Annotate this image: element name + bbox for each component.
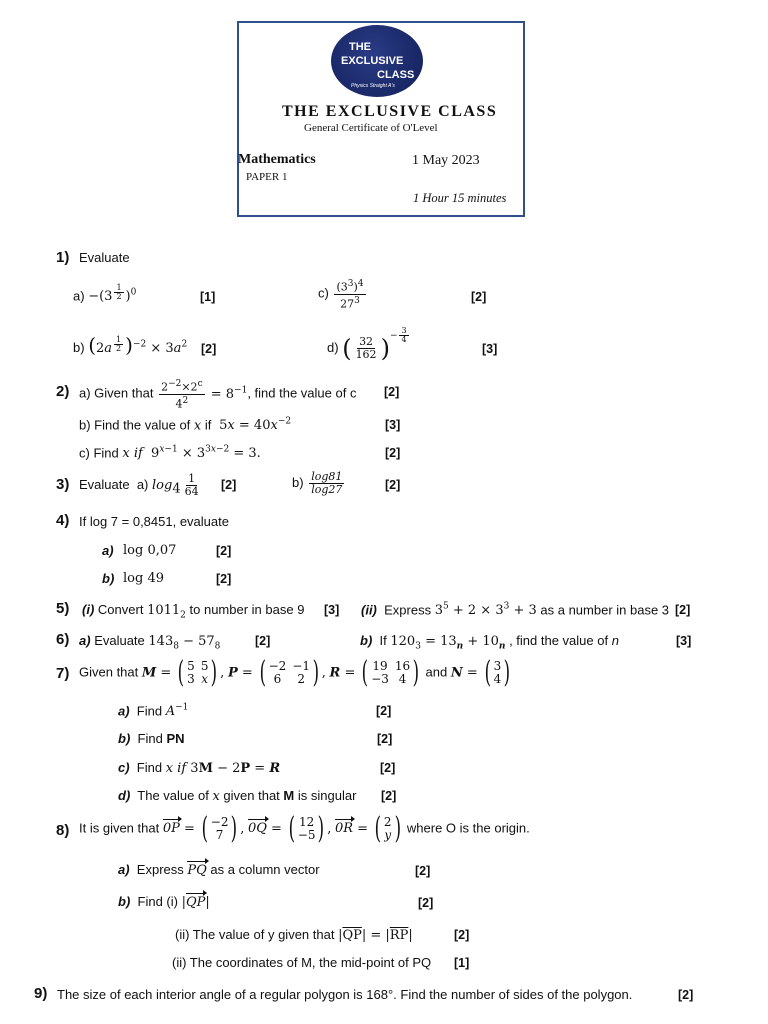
q8b-label: b)	[118, 894, 131, 909]
q6b-text1: If	[379, 633, 387, 648]
q1c-label: c)	[318, 285, 329, 301]
exam-header-box	[237, 21, 525, 217]
q9-number: 9)	[34, 985, 48, 1002]
q6a-text: Evaluate	[94, 633, 145, 648]
q4a-expr: log 0,07	[123, 543, 177, 558]
q7c-text: Find	[136, 760, 163, 775]
q7a-label: a)	[118, 703, 130, 719]
q6a: a) Evaluate $143_8 - 57_8$	[79, 633, 221, 652]
q7b-text: Find	[137, 731, 163, 746]
q8a-text2: as a column vector	[210, 862, 320, 877]
q8-stem: It is given that 0P = ( −2 7 ) , 0Q = ( 12 −5 ) , 0R = ( 2 y ) where O is the origin.	[79, 811, 530, 846]
q1-stem: Evaluate	[79, 250, 130, 265]
q1a-label: a)	[73, 288, 85, 304]
q2c-mark: [2]	[385, 446, 401, 460]
q1d-expr: ( $\frac{32}{162}$ )$^{- \frac{3}{4}}$	[342, 326, 407, 363]
q2-number: 2)	[56, 383, 70, 400]
q7b	[118, 731, 185, 746]
q6a-label: a)	[79, 633, 91, 648]
q3a: Evaluate a) $\log_4$ $\frac{1}{64}$	[79, 472, 199, 498]
q5i: (i) Convert $1011_2$ to number in base 9	[82, 602, 305, 621]
q8b: b) Find (i) |QP|	[118, 894, 210, 910]
exam-paper: PAPER 1	[246, 171, 288, 183]
q1-number: 1)	[56, 249, 70, 266]
q7a: a) Find $A^{-1}$	[118, 703, 189, 720]
q1c-mark: [2]	[471, 290, 487, 304]
q6a-mark: [2]	[255, 634, 271, 648]
exam-date: 1 May 2023	[412, 153, 480, 168]
logo-tagline: Physics Straight A's	[351, 83, 395, 89]
q5i-label: (i)	[82, 602, 95, 617]
q8a-label: a)	[118, 862, 130, 877]
q3-stem: Evaluate	[79, 476, 130, 492]
exclusive-class-logo	[331, 25, 423, 97]
q8bii-text: (ii) The value of y given that	[175, 927, 335, 942]
q5i-mark: [3]	[324, 603, 340, 617]
q7d: d) The value of x given that M is singular	[118, 788, 357, 804]
q5ii: (ii) Express $3^5 + 2 \times 3^3 + 3$ as a number in base 3	[361, 602, 670, 619]
q8bii-mark: [2]	[454, 928, 470, 942]
q2c: c) Find x if $9^{x-1} \times 3^{3x-2} = 3$.	[79, 445, 261, 462]
q2c-text: c) Find	[79, 445, 119, 461]
q1a-expr: −(3 $^{\frac{1}{2}}$ )$^0$	[88, 283, 137, 305]
q8-number: 8)	[56, 822, 70, 839]
logo-line1: THE	[349, 41, 371, 53]
q7c: c) Find x if 3M − 2P = R	[118, 760, 281, 776]
q7d-text3: is singular	[297, 788, 357, 803]
q7c-label: c)	[118, 760, 130, 775]
q7d-bold: M	[283, 788, 295, 803]
q1b-mark: [2]	[201, 342, 217, 356]
q7-stem: Given that M = ( 5 5 3 x ) , P = ( −2 −1 6 2 ) , R = ( 19 16 −3 4 ) and N = ( 3 4 )	[79, 655, 511, 690]
logo-line2: EXCLUSIVE	[341, 55, 404, 67]
q7-stem-text: Given that	[79, 664, 139, 680]
q7-and: and	[425, 664, 448, 680]
q7c-mark: [2]	[380, 761, 396, 775]
q4a-mark: [2]	[216, 544, 232, 558]
logo-line3: CLASS	[377, 69, 415, 81]
q9-mark: [2]	[678, 988, 694, 1002]
q1a-mark: [1]	[200, 290, 216, 304]
exam-subtitle: General Certificate of O'Level	[304, 122, 438, 134]
q1d-label: d)	[327, 340, 339, 355]
q5ii-text1: Express	[384, 602, 432, 618]
q8-stem-text: It is given that	[79, 820, 160, 836]
q3a-mark: [2]	[221, 478, 237, 492]
q4a-label: a)	[102, 543, 114, 558]
q7d-text1: The value of	[137, 788, 209, 803]
q1a	[73, 284, 136, 304]
q4b-mark: [2]	[216, 572, 232, 586]
q2a-text1: a) Given that	[79, 385, 154, 401]
q7d-mark: [2]	[381, 789, 397, 803]
exam-title: THE EXCLUSIVE CLASS	[282, 103, 498, 120]
q6-number: 6)	[56, 631, 70, 648]
q6b-mark: [3]	[676, 634, 692, 648]
q5ii-label: (ii)	[361, 602, 377, 618]
q2a-text2: , find the value of c	[247, 385, 357, 401]
q3a-label: a)	[136, 476, 149, 492]
q2a-mark: [2]	[384, 385, 400, 399]
q3b-label: b)	[292, 474, 304, 490]
q1d	[327, 327, 411, 363]
exam-duration: 1 Hour 15 minutes	[413, 191, 507, 205]
q1d-mark: [3]	[482, 342, 498, 356]
q2a: a) Given that $\frac{2^{-2}\times 2^c}{4^2}$ = $8^{-1}$, find the value of c	[79, 379, 357, 411]
q5-number: 5)	[56, 600, 70, 617]
q7-number: 7)	[56, 665, 70, 682]
q8biii-mark: [1]	[454, 956, 470, 970]
q8bii: (ii) The value of y given that $|\overline{QP}| = |\overline{RP}|$	[175, 927, 413, 943]
q7a-text: Find	[136, 703, 163, 719]
q8b-mark: [2]	[418, 896, 434, 910]
q4b-expr: log 49	[123, 571, 164, 586]
q8biii-text: (ii) The coordinates of M, the mid-point of PQ	[172, 955, 432, 970]
q1c-expr: $\frac{(3^3)^4}{27^3}$	[336, 279, 364, 311]
q4-stem: If log 7 = 0,8451, evaluate	[79, 514, 229, 529]
q5ii-text2: as a number in base 3	[540, 602, 670, 618]
q2b-mark: [3]	[385, 418, 401, 432]
q5ii-mark: [2]	[675, 603, 691, 617]
q6b: b) If $120_3 = 13_n + 10_n$ , find the value of n	[360, 633, 619, 652]
q1b-label: b)	[73, 340, 85, 355]
q9-text: The size of each interior angle of a regular polygon is 168°. Find the number of sides of the polygon.	[57, 987, 633, 1002]
q5i-text2: to number in base 9	[189, 602, 305, 617]
q7b-bold: PN	[166, 731, 185, 746]
q1b	[73, 333, 187, 357]
q3b: b) $\frac{\log 81}{\log 27}$	[292, 470, 343, 496]
q8a: a) Express PQ as a column vector	[118, 862, 320, 878]
q8a-mark: [2]	[415, 864, 431, 878]
q2b-text2: if	[204, 417, 212, 433]
q8b-text: Find (i)	[137, 894, 178, 909]
q5i-text1: Convert	[97, 602, 144, 617]
q8a-text1: Express	[136, 862, 184, 877]
q7d-label: d)	[118, 788, 131, 803]
q7b-label: b)	[118, 731, 131, 746]
q8-stem-end: where O is the origin.	[406, 820, 530, 836]
q7d-text2: given that	[223, 788, 280, 803]
exam-subject: Mathematics	[238, 152, 316, 167]
q3-number: 3)	[56, 476, 70, 493]
q7a-mark: [2]	[376, 704, 392, 718]
q1b-expr: (2a $^{\frac{1}{2}}$ )$^{-2} \times 3a^2$	[88, 333, 188, 357]
q2b: b) Find the value of x if $5x = 40x^{-2}$	[79, 417, 292, 434]
q1c	[318, 278, 368, 310]
q6b-text2: , find the value of	[509, 633, 609, 648]
q3b-mark: [2]	[385, 478, 401, 492]
q2b-text: b) Find the value of	[79, 417, 191, 433]
q7b-mark: [2]	[377, 732, 393, 746]
q4b-label: b)	[102, 571, 115, 586]
q6b-label: b)	[360, 633, 373, 648]
q4-number: 4)	[56, 512, 70, 529]
